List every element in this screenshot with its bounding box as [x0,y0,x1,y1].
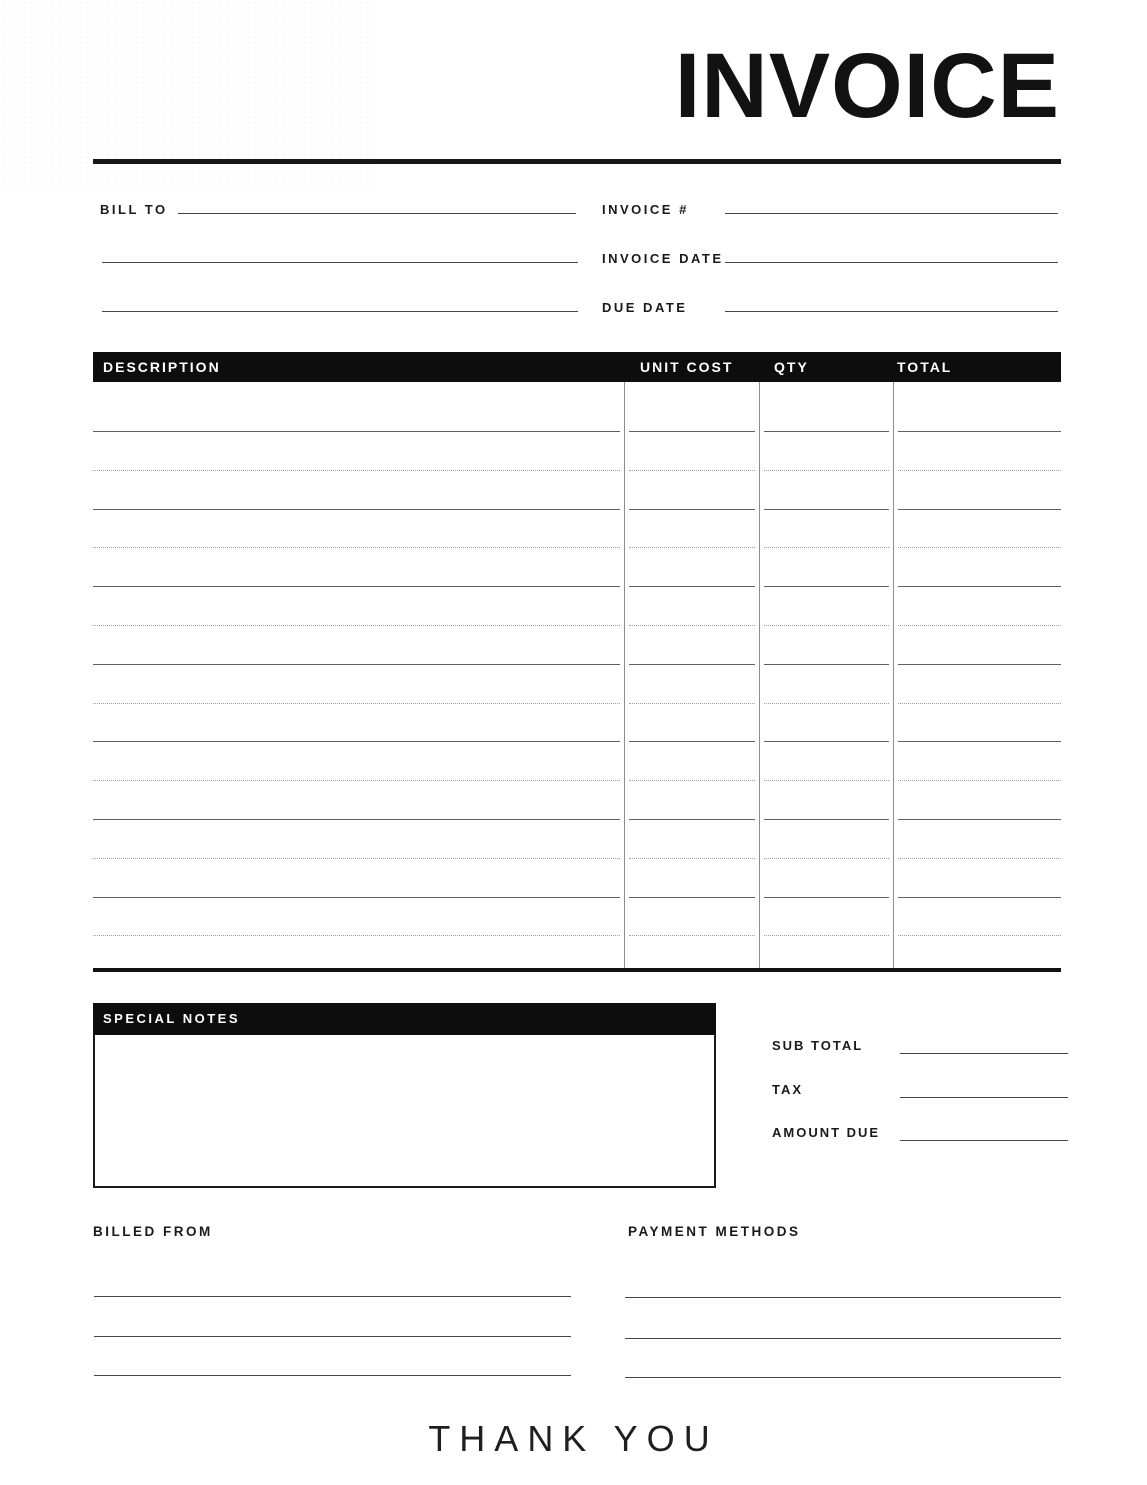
item-row-line-dashed[interactable] [629,547,755,548]
bill-to-line-3[interactable] [102,311,578,312]
item-row-line-dashed[interactable] [764,780,889,781]
special-notes-header [93,1003,716,1035]
column-separator-1 [624,382,625,968]
item-row-line-dashed[interactable] [898,703,1061,704]
item-row-line-dashed[interactable] [93,935,620,936]
billed-from-line-3[interactable] [94,1375,571,1376]
item-row-line-dashed[interactable] [764,547,889,548]
item-row-line-dashed[interactable] [629,858,755,859]
header-divider [93,159,1061,164]
item-row-line-solid[interactable] [898,897,1061,898]
bill-to-line-1[interactable] [178,213,576,214]
item-row-line-dashed[interactable] [629,625,755,626]
item-row-line-dashed[interactable] [764,935,889,936]
item-row-line-solid[interactable] [764,586,889,587]
item-row-line-solid[interactable] [629,819,755,820]
item-row-line-solid[interactable] [93,819,620,820]
item-row-line-dashed[interactable] [898,547,1061,548]
item-row-line-solid[interactable] [629,431,755,432]
billed-from-line-2[interactable] [94,1336,571,1337]
special-notes-box [93,1003,716,1188]
item-row-line-dashed[interactable] [629,780,755,781]
item-row-line-dashed[interactable] [93,547,620,548]
thank-you-message: THANK YOU [428,1418,719,1459]
item-row-line-solid[interactable] [898,664,1061,665]
column-header-description: DESCRIPTION [103,359,221,375]
payment-methods-label: PAYMENT METHODS [628,1224,801,1239]
column-header-unit-cost: UNIT COST [640,359,734,375]
payment-methods-line-3[interactable] [625,1377,1061,1378]
item-row-line-dashed[interactable] [764,703,889,704]
items-table-header [93,352,1061,382]
item-row-line-solid[interactable] [898,586,1061,587]
item-row-line-solid[interactable] [764,431,889,432]
due-date-label: DUE DATE [602,300,688,315]
payment-methods-line-2[interactable] [625,1338,1061,1339]
page-title: INVOICE [674,35,1060,137]
bill-to-label: BILL TO [100,202,168,217]
sub-total-label: SUB TOTAL [772,1038,864,1053]
item-row-line-solid[interactable] [898,741,1061,742]
amount-due-line[interactable] [900,1140,1068,1141]
item-row-line-solid[interactable] [629,741,755,742]
item-row-line-dashed[interactable] [629,470,755,471]
item-row-line-dashed[interactable] [93,780,620,781]
item-row-line-solid[interactable] [93,897,620,898]
item-row-line-dashed[interactable] [898,470,1061,471]
item-row-line-dashed[interactable] [93,858,620,859]
column-header-qty: QTY [774,359,809,375]
bill-to-line-2[interactable] [102,262,578,263]
item-row-line-dashed[interactable] [93,470,620,471]
amount-due-label: AMOUNT DUE [772,1125,881,1140]
item-row-line-solid[interactable] [764,664,889,665]
item-row-line-dashed[interactable] [629,935,755,936]
items-table-body [93,382,1061,973]
item-row-line-dashed[interactable] [764,858,889,859]
sub-total-line[interactable] [900,1053,1068,1054]
item-row-line-dashed[interactable] [93,625,620,626]
item-row-line-solid[interactable] [629,897,755,898]
due-date-line[interactable] [725,311,1058,312]
item-row-line-solid[interactable] [93,509,620,510]
item-row-line-dashed[interactable] [629,703,755,704]
invoice-number-line[interactable] [725,213,1058,214]
billed-from-label: BILLED FROM [93,1224,213,1239]
invoice-date-label: INVOICE DATE [602,251,724,266]
payment-methods-line-1[interactable] [625,1297,1061,1298]
tax-line[interactable] [900,1097,1068,1098]
invoice-date-line[interactable] [725,262,1058,263]
item-row-line-solid[interactable] [93,431,620,432]
item-row-line-solid[interactable] [898,509,1061,510]
item-row-line-solid[interactable] [629,509,755,510]
item-row-line-solid[interactable] [93,586,620,587]
column-separator-2 [759,382,760,968]
invoice-number-label: INVOICE # [602,202,689,217]
item-row-line-solid[interactable] [93,741,620,742]
item-row-line-solid[interactable] [764,741,889,742]
column-separator-3 [893,382,894,968]
special-notes-input-area[interactable] [99,1039,710,1182]
item-row-line-solid[interactable] [629,664,755,665]
table-bottom-divider [93,968,1061,972]
item-row-line-solid[interactable] [764,819,889,820]
item-row-line-dashed[interactable] [764,470,889,471]
billed-from-line-1[interactable] [94,1296,571,1297]
item-row-line-dashed[interactable] [898,780,1061,781]
item-row-line-solid[interactable] [764,509,889,510]
item-row-line-dashed[interactable] [93,703,620,704]
item-row-line-dashed[interactable] [898,858,1061,859]
item-row-line-solid[interactable] [629,586,755,587]
item-row-line-dashed[interactable] [764,625,889,626]
column-header-total: TOTAL [897,359,953,375]
item-row-line-solid[interactable] [764,897,889,898]
item-row-line-solid[interactable] [898,431,1061,432]
item-row-line-dashed[interactable] [898,625,1061,626]
tax-label: TAX [772,1082,804,1097]
item-row-line-solid[interactable] [898,819,1061,820]
item-row-line-solid[interactable] [93,664,620,665]
special-notes-label: SPECIAL NOTES [103,1011,241,1026]
item-row-line-dashed[interactable] [898,935,1061,936]
